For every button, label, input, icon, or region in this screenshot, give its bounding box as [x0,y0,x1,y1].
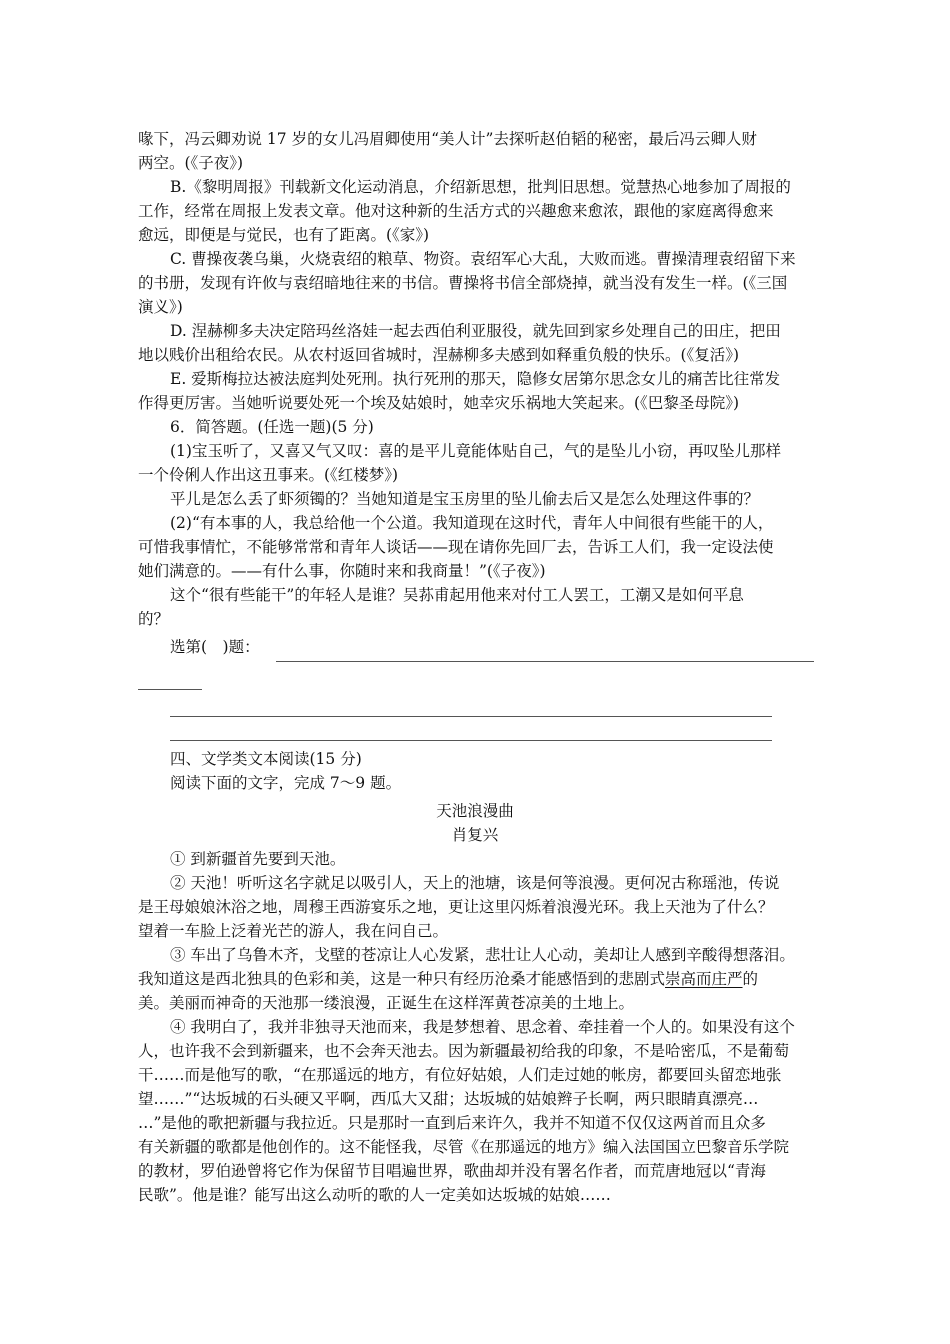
text-line: 愈远，即便是与觉民，也有了距离。(《家》) [138,226,430,244]
question-6-heading: 6．简答题。(任选一题)(5 分) [170,418,374,436]
option-b: B.《黎明周报》刊载新文化运动消息，介绍新思想，批判旧思想。觉慧热心地参加了周报的 [170,178,791,196]
text-line: 工作，经常在周报上发表文章。他对这种新的生活方式的兴趣愈来愈浓，跟他的家庭离得愈来 [138,202,774,220]
option-c: C. 曹操夜袭乌巢，火烧袁绍的粮草、物资。袁绍军心大乱，大败而逃。曹操清理袁绍留下来 [170,250,796,268]
paragraph-2: ② 天池！听听这名字就足以吸引人，天上的池塘，该是何等浪漫。更何况古称瑶池，传说 [170,874,780,892]
text-line: 她们满意的。——有什么事，你随时来和我商量！”(《子夜》) [138,562,546,580]
paragraph-4: ④ 我明白了，我并非独寻天池而来，我是梦想着、思念着、牵挂着一个人的。如果没有这个 [170,1018,795,1036]
text-line: 地以贱价出租给农民。从农村返回省城时，涅赫柳多夫感到如释重负般的快乐。(《复活》) [138,346,740,364]
article-title: 天池浪漫曲 [436,802,514,820]
text-line: 望……”“达坂城的石头硬又平啊，西瓜大又甜；达坂城的姑娘辫子长啊，两只眼睛真漂亮… [138,1090,759,1108]
reading-instruction: 阅读下面的文字，完成 7～9 题。 [170,774,402,792]
answer-line[interactable] [170,716,772,717]
text-line: 两空。(《子夜》) [138,154,244,172]
answer-line[interactable] [138,689,202,690]
answer-label: 选第( )题： [170,638,260,656]
text-line: 作得更厉害。当她听说要处死一个埃及姑娘时，她幸灾乐祸地大笑起来。(《巴黎圣母院》) [138,394,740,412]
paragraph-1: ① 到新疆首先要到天池。 [170,850,346,868]
paragraph-3: ③ 车出了乌鲁木齐，戈壁的苍凉让人心发紧，悲壮让人心动，美却让人感到辛酸得想落泪。 [170,946,795,964]
text-line: 我知道这是西北独具的色彩和美，这是一种只有经历沧桑才能感悟到的悲剧式崇高而庄严的 [138,970,759,988]
text-line: 的书册，发现有许攸与袁绍暗地往来的书信。曹操将书信全部烧掉，就当没有发生一样。(《三国 [138,274,788,292]
text-line: 的教材，罗伯逊曾将它作为保留节目唱遍世界，歌曲却并没有署名作者，而荒唐地冠以“青海 [138,1162,766,1180]
text-line: 有关新疆的歌都是他创作的。这不能怪我，尽管《在那遥远的地方》编入法国国立巴黎音乐学院 [138,1138,790,1156]
text-line: 美。美丽而神奇的天池那一缕浪漫，正诞生在这样浑黄苍凉美的土地上。 [138,994,635,1012]
question-6-2: (2)“有本事的人，我总给他一个公道。我知道现在这时代，青年人中间很有些能干的人， [170,514,774,532]
text-line: 演义》) [138,298,183,316]
text-line: 人，也许我不会到新疆来，也不会奔天池去。因为新疆最初给我的印象，不是哈密瓜，不是葡萄 [138,1042,790,1060]
text-line: 是王母娘娘沐浴之地，周穆王西游宴乐之地，更让这里闪烁着浪漫光环。我上天池为了什么？ [138,898,774,916]
question-6-1: (1)宝玉听了，又喜又气又叹：喜的是平儿竟能体贴自己，气的是坠儿小窃，再叹坠儿那样 [170,442,781,460]
text-line: 喙下，冯云卿劝说 17 岁的女儿冯眉卿使用“美人计”去探听赵伯韬的秘密，最后冯云卿人财 [138,130,757,148]
text-line: 一个伶俐人作出这丑事来。(《红楼梦》) [138,466,399,484]
text-line: 民歌”。他是谁？能写出这么动听的歌的人一定美如达坂城的姑娘…… [138,1186,611,1204]
text-line: 望着一车脸上泛着光芒的游人，我在问自己。 [138,922,449,940]
question-6-2-prompt: 这个“很有些能干”的年轻人是谁？吴荪甫起用他来对付工人罢工，工潮又是如何平息 [170,586,744,604]
underlined-phrase: 崇高而庄严 [665,970,743,988]
section-four-heading: 四、文学类文本阅读(15 分) [170,750,362,768]
answer-line[interactable] [276,661,814,662]
option-e: E. 爱斯梅拉达被法庭判处死刑。执行死刑的那天，隐修女居第尔思念女儿的痛苦比往常发 [170,370,781,388]
answer-line[interactable] [170,740,772,741]
option-d: D. 涅赫柳多夫决定陪玛丝洛娃一起去西伯利亚服役，就先回到家乡处理自己的田庄，把田 [170,322,781,340]
text-line: 可惜我事情忙，不能够常常和青年人谈话——现在请你先回厂去，告诉工人们，我一定设法使 [138,538,774,556]
text-line: 干……而是他写的歌，“在那遥远的地方，有位好姑娘，人们走过她的帐房，都要回头留恋地张 [138,1066,782,1084]
text-line: 的？ [138,610,170,628]
question-6-1-prompt: 平儿是怎么丢了虾须镯的？当她知道是宝玉房里的坠儿偷去后又是怎么处理这件事的？ [170,490,760,508]
text-line: …”是他的歌把新疆与我拉近。只是那时一直到后来许久，我并不知道不仅仅这两首而且众多 [138,1114,766,1132]
article-author: 肖复兴 [451,826,499,844]
